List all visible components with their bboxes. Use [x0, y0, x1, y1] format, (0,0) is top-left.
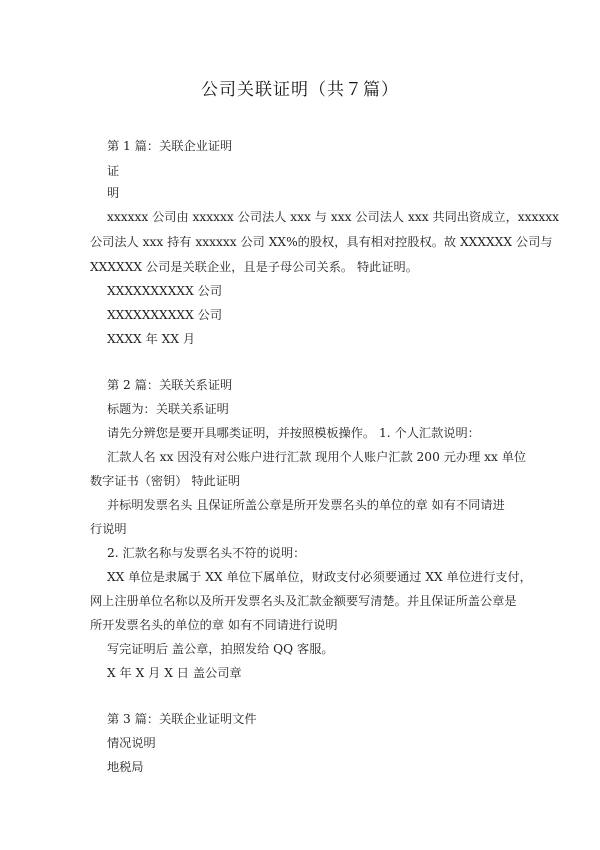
section-1-line: XXXXXXXXXX 公司 [107, 308, 223, 322]
document-title: 公司关联证明（共７篇） [201, 80, 399, 100]
section-1-line: 证 [107, 164, 120, 178]
section-2-line: X 年 X 月 X 日 盖公司章 [107, 666, 242, 680]
section-2-line: 所开发票名头的单位的章 如有不同请进行说明 [90, 618, 338, 632]
section-3-line: 地税局 [107, 760, 144, 774]
section-1-line: XXXXXXXXXX 公司 [107, 284, 223, 298]
section-1-line: 明 [107, 186, 120, 200]
section-1-line: XXXX 年 XX 月 [107, 332, 196, 346]
section-2-line: 数字证书（密钥） 特此证明 [90, 474, 241, 488]
section-2-line: 写完证明后 盖公章，拍照发给 QQ 客服。 [107, 642, 334, 656]
section-2-line: 汇款人名 xx 因没有对公账户进行汇款 现用个人账户汇款 200 元办理 xx 单位 [107, 450, 527, 464]
section-2-line: 并标明发票名头 且保证所盖公章是所开发票名头的单位的章 如有不同请进 [107, 498, 505, 512]
section-1-line: 公司法人 xxx 持有 xxxxxx 公司 XX%的股权，具有相对控股权。故 XXXXXX 公司与 [90, 235, 553, 249]
section-3-line: 情况说明 [107, 736, 156, 750]
section-2-line: 请先分辨您是要开具哪类证明，并按照模板操作。 1. 个人汇款说明： [107, 426, 480, 440]
section-2-line: 网上注册单位名称以及所开发票名头及汇款金额要写清楚。并且保证所盖公章是 [90, 594, 517, 608]
section-2-line: XX 单位是隶属于 XX 单位下属单位，财政支付必须要通过 XX 单位进行支付， [107, 570, 532, 584]
section-2-heading: 第 2 篇：关联关系证明 [107, 378, 233, 392]
section-1-heading: 第 1 篇：关联企业证明 [107, 139, 233, 153]
section-2-line: 行说明 [90, 522, 127, 536]
section-1-line: XXXXXX 公司是关联企业，且是子母公司关系。 特此证明。 [90, 260, 418, 274]
section-2-line: 标题为：关联关系证明 [107, 402, 229, 416]
section-3-heading: 第 3 篇：关联企业证明文件 [107, 712, 257, 726]
section-2-line: 2. 汇款名称与发票名头不符的说明： [107, 546, 306, 560]
section-1-line: xxxxxx 公司由 xxxxxx 公司法人 xxx 与 xxx 公司法人 xxx 共同出资成立，xxxxxx [107, 210, 560, 224]
